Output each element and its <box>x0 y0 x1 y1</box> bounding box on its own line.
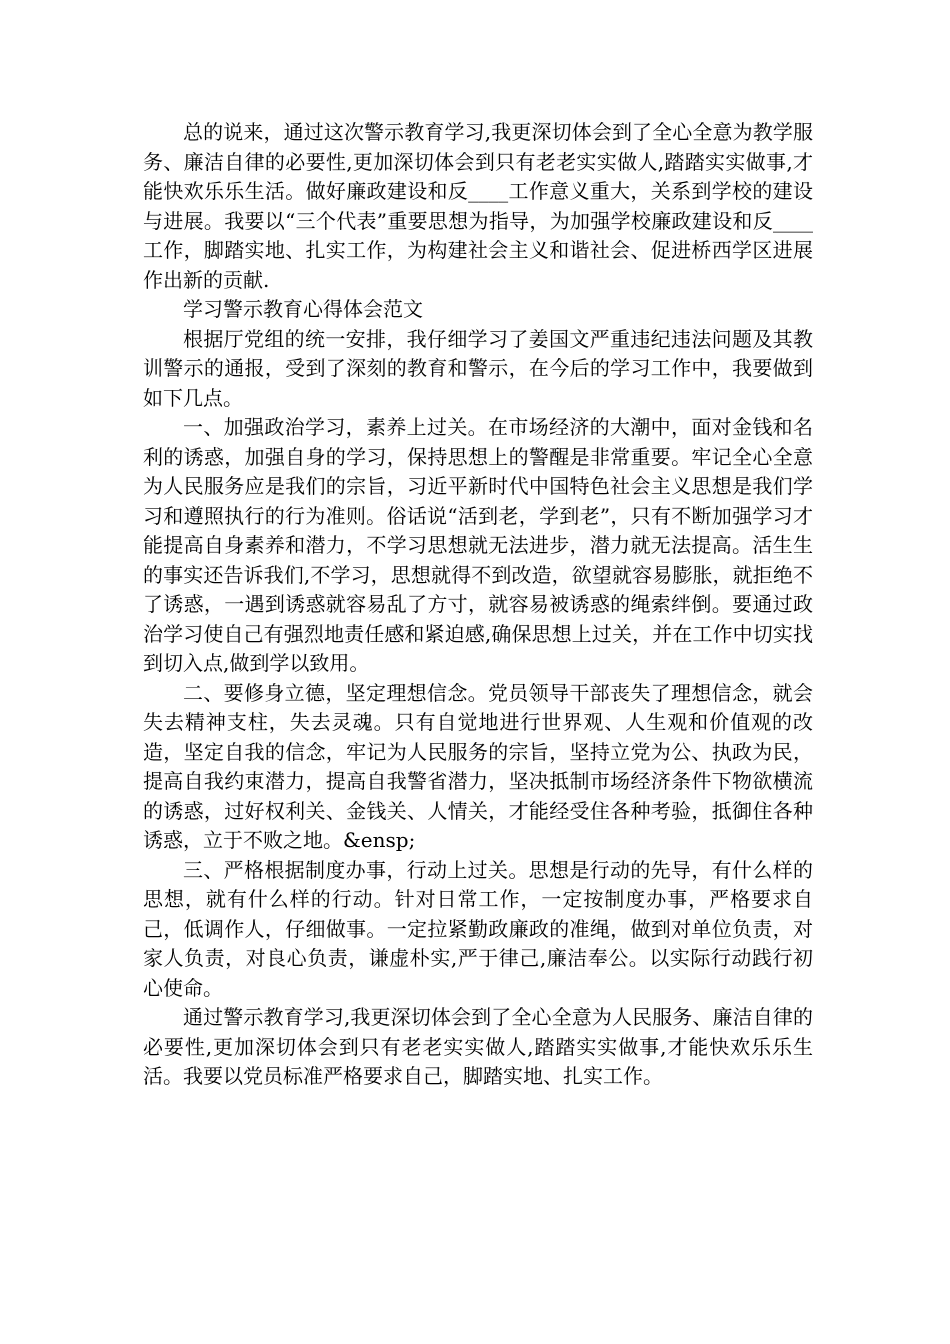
paragraph-summary: 总的说来，通过这次警示教育学习,我更深切体会到了全心全意为教学服务、廉洁自律的必要性,更加深切体会到只有老老实实做人,踏踏实实做事,才能快欢乐乐生活。做好廉政建设和反____工作意义重大，关系到学校的建设与进展。我要以“三个代表”重要思想为指导，为加强学校廉政建设和反____工作，脚踏实地、扎实工作，为构建社会主义和谐社会、促进桥西学区进展作出新的贡献. <box>143 120 813 292</box>
paragraph-conclusion: 通过警示教育学习,我更深切体会到了全心全意为人民服务、廉洁自律的必要性,更加深切体会到只有老老实实做人,踏踏实实做事,才能快欢乐乐生活。我要以党员标准严格要求自己，脚踏实地、扎实工作。 <box>143 1005 813 1088</box>
paragraph-point-three: 三、严格根据制度办事，行动上过关。思想是行动的先导，有什么样的思想，就有什么样的行动。针对日常工作，一定按制度办事，严格要求自己，低调作人，仔细做事。一定拉紧勤政廉政的准绳，做到对单位负责，对家人负责，对良心负责，谦虚朴实,严于律己,廉洁奉公。以实际行动践行初心使命。 <box>143 857 813 1000</box>
paragraph-point-one: 一、加强政治学习，素养上过关。在市场经济的大潮中，面对金钱和名利的诱惑，加强自身的学习，保持思想上的警醒是非常重要。牢记全心全意为人民服务应是我们的宗旨，习近平新时代中国特色社会主义思想是我们学习和遵照执行的行为准则。俗话说“活到老，学到老”，只有不断加强学习才能提高自身素养和潜力，不学习思想就无法进步，潜力就无法提高。活生生的事实还告诉我们,不学习，思想就得不到改造，欲望就容易膨胀，就拒绝不了诱惑，一遇到诱惑就容易乱了方寸，就容易被诱惑的绳索绊倒。要通过政治学习使自己有强烈地责任感和紧迫感,确保思想上过关，并在工作中切实找到切入点,做到学以致用。 <box>143 415 813 675</box>
paragraph-point-two: 二、要修身立德，坚定理想信念。党员领导干部丧失了理想信念，就会失去精神支柱，失去灵魂。只有自觉地进行世界观、人生观和价值观的改造，坚定自我的信念，牢记为人民服务的宗旨，坚持立党为公、执政为民，提高自我约束潜力，提高自我警省潜力，坚决抵制市场经济条件下物欲横流的诱惑，过好权利关、金钱关、人情关，才能经受住各种考验，抵御住各种诱惑，立于不败之地。&ensp; <box>143 680 813 852</box>
section-title: 学习警示教育心得体会范文 <box>183 297 423 321</box>
document-body <box>143 118 813 1092</box>
paragraph-intro: 根据厅党组的统一安排，我仔细学习了姜国文严重违纪违法问题及其教训警示的通报，受到了深刻的教育和警示，在今后的学习工作中，我要做到如下几点。 <box>143 326 813 410</box>
